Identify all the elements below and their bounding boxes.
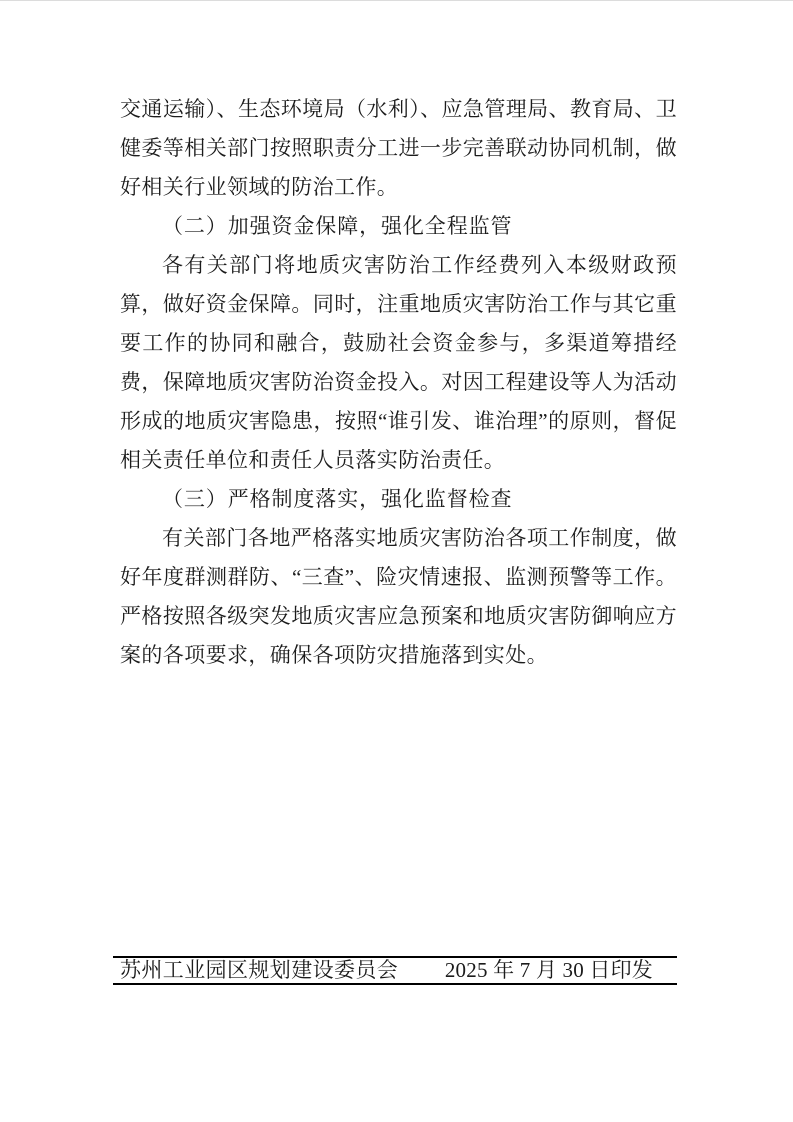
page-top-edge-line: [0, 0, 793, 1]
footer-issuer: 苏州工业园区规划建设委员会: [120, 958, 399, 982]
footer-print-date: 2025 年 7 月 30 日印发: [444, 958, 653, 982]
paragraph-section-3: 有关部门各地严格落实地质灾害防治各项工作制度，做好年度群测群防、“三查”、险灾情速报、监测预警等工作。严格按照各级突发地质灾害应急预案和地质灾害防御响应方案的各项要求，确保各项防灾措施落到实处。: [120, 526, 677, 667]
section-heading-3: （三）严格制度落实，强化监督检查: [162, 487, 513, 511]
paragraph-section-2: 各有关部门将地质灾害防治工作经费列入本级财政预算，做好资金保障。同时，注重地质灾害防治工作与其它重要工作的协同和融合，鼓励社会资金参与，多渠道筹措经费，保障地质灾害防治资金投入。对因工程建设等人为活动形成的地质灾害隐患，按照“谁引发、谁治理”的原则，督促相关责任单位和责任人员落实防治责任。: [120, 253, 677, 472]
document-body: [120, 90, 677, 675]
paragraph-continuation: 交通运输）、生态环境局（水利）、应急管理局、教育局、卫健委等相关部门按照职责分工进一步完善联动协同机制，做好相关行业领域的防治工作。: [120, 97, 677, 199]
section-heading-2: （二）加强资金保障，强化全程监管: [162, 214, 513, 238]
document-footer: [113, 956, 677, 985]
